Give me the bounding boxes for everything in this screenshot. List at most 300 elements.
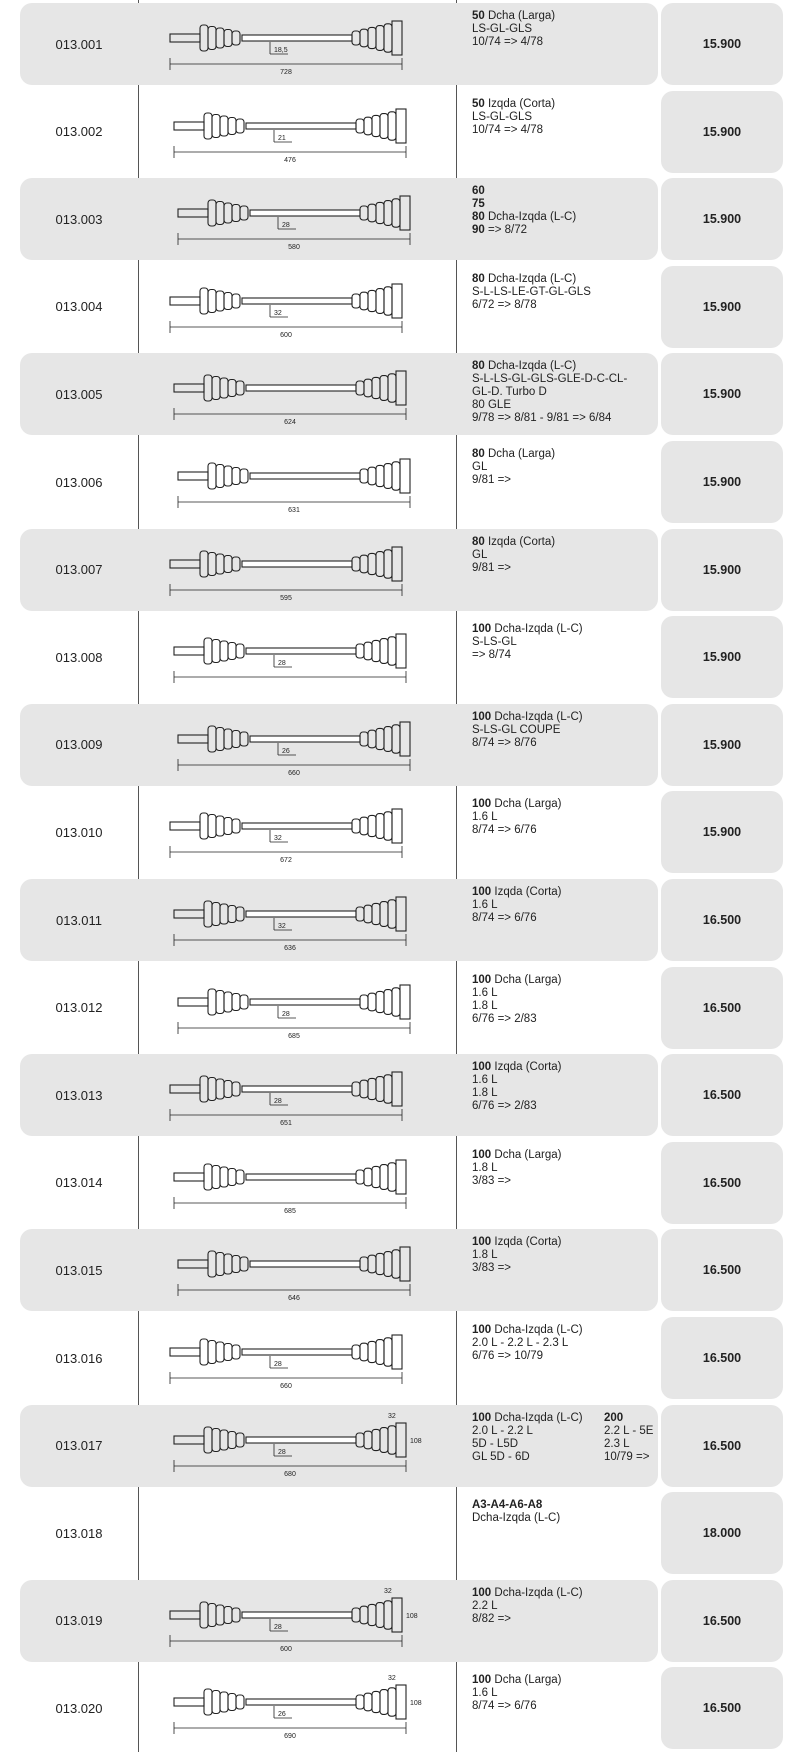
main-shaft: [242, 823, 352, 829]
flange-label: 32: [384, 1587, 392, 1595]
part-description: [472, 185, 662, 237]
desc-line: [472, 1687, 662, 1700]
inner-boot: [200, 551, 240, 577]
outer-boot: [352, 812, 392, 840]
driveshaft-drawing: [170, 1072, 402, 1121]
part-description: [472, 623, 662, 662]
desc-line: [472, 649, 662, 662]
outer-boot: [352, 1075, 392, 1103]
inner-boot: [204, 113, 244, 139]
desc-line: [472, 10, 662, 23]
part-code: 013.018: [55, 1525, 103, 1541]
desc-text: GL 5D - 6D: [472, 1450, 530, 1463]
model-number: 50: [472, 97, 485, 110]
desc-line: [472, 185, 662, 198]
part-drawing: [150, 617, 450, 697]
height-label: 108: [410, 1700, 422, 1708]
desc-text: 9/78 => 8/81 - 9/81 => 6/84: [472, 412, 612, 425]
desc-line: [604, 1425, 653, 1438]
outer-boot: [356, 1163, 396, 1191]
driveshaft-drawing: [178, 985, 410, 1034]
length-label: 680: [284, 1470, 296, 1478]
part-drawing: [150, 530, 450, 610]
length-label: 580: [288, 244, 300, 252]
desc-text: 1.8 L: [472, 1249, 498, 1262]
outer-joint: [400, 985, 410, 1019]
stub-shaft: [170, 560, 200, 568]
desc-text: Dcha-Izqda (L-C): [491, 710, 583, 723]
part-description: [472, 1412, 662, 1464]
desc-line: [472, 1249, 662, 1262]
part-code: 013.015: [55, 1262, 103, 1278]
model-number: 100: [472, 1674, 492, 1687]
part-code: 013.007: [55, 562, 103, 578]
part-drawing: [150, 179, 450, 259]
part-description-col2: [604, 1412, 653, 1464]
main-shaft: [246, 648, 356, 654]
desc-text: 6/76 => 2/83: [472, 1100, 537, 1113]
desc-line: [472, 211, 662, 224]
desc-text: Dcha-Izqda (L-C): [491, 1411, 583, 1424]
desc-text: 5D - L5D: [472, 1437, 519, 1450]
part-code: 013.006: [55, 474, 103, 490]
part-price: 15.900: [702, 37, 742, 51]
driveshaft-drawing: [174, 1685, 406, 1734]
part-description: [472, 360, 662, 425]
part-row: [0, 701, 799, 789]
desc-line: [472, 711, 662, 724]
model-number: 100: [472, 1411, 492, 1424]
diameter-label: 32: [278, 923, 286, 930]
part-drawing: [150, 1230, 450, 1310]
diameter-label: 32: [274, 835, 282, 843]
desc-line: [472, 636, 662, 649]
inner-boot: [208, 463, 248, 489]
part-description: [472, 798, 662, 837]
desc-line: [472, 461, 662, 474]
desc-line: [472, 98, 662, 111]
main-shaft: [242, 561, 352, 567]
length-label: 660: [280, 1383, 292, 1390]
desc-line: [472, 386, 662, 399]
outer-boot: [360, 1250, 400, 1278]
desc-text: 2.2 L - 5E: [604, 1424, 654, 1437]
desc-line: [472, 286, 662, 299]
outer-joint: [400, 1247, 410, 1281]
model-number: 60: [472, 185, 485, 198]
part-code: 013.012: [55, 1000, 103, 1016]
desc-text: 6/76 => 2/83: [472, 1012, 537, 1025]
model-number: 200: [604, 1411, 624, 1424]
outer-joint: [396, 634, 406, 668]
desc-line: [472, 811, 662, 824]
desc-text: Dcha (Larga): [491, 798, 562, 811]
inner-boot: [204, 1427, 244, 1453]
model-number: 50: [472, 10, 485, 22]
diameter-label: 28: [274, 1361, 282, 1368]
part-description: [472, 98, 662, 137]
part-drawing: [150, 705, 450, 785]
stub-shaft: [174, 1173, 204, 1181]
part-code: 013.010: [55, 824, 103, 840]
diameter-label: 28: [274, 1098, 282, 1106]
outer-boot: [356, 111, 396, 139]
desc-line: [472, 1061, 662, 1074]
outer-boot: [356, 1425, 396, 1453]
stub-shaft: [178, 1260, 208, 1268]
desc-text: 10/79 =>: [604, 1450, 650, 1463]
main-shaft: [242, 1612, 352, 1618]
part-description: [472, 448, 662, 487]
model-number: 100: [472, 1236, 492, 1249]
diameter-label: 28: [278, 1448, 286, 1456]
outer-joint: [396, 1685, 406, 1719]
part-price: 16.500: [702, 1438, 742, 1453]
desc-text: 80 GLE: [472, 399, 511, 412]
part-price: 15.900: [702, 737, 742, 752]
desc-text: S-L-LS-LE-GT-GL-GLS: [472, 285, 591, 298]
desc-text: Dcha-Izqda (L-C): [491, 1324, 583, 1336]
model-number: 80: [472, 535, 485, 548]
part-row: [0, 1402, 799, 1490]
part-row: [0, 964, 799, 1052]
main-shaft: [250, 999, 360, 1005]
driveshaft-drawing: [178, 1247, 410, 1296]
main-shaft: [246, 911, 356, 917]
part-row: [0, 350, 799, 438]
desc-text: 8/74 => 6/76: [472, 1700, 537, 1713]
desc-line: [472, 536, 662, 549]
stub-shaft: [170, 34, 200, 42]
part-description: [472, 711, 662, 750]
model-number: 100: [472, 1148, 492, 1161]
part-description: [472, 1674, 662, 1713]
part-row: [0, 876, 799, 964]
part-price: 15.900: [702, 212, 742, 227]
desc-line: [472, 448, 662, 461]
desc-text: Dcha (Larga): [491, 1674, 562, 1687]
desc-line: [472, 549, 662, 562]
model-number: 80: [472, 448, 485, 460]
outer-boot: [352, 1338, 392, 1366]
desc-text: 3/83 =>: [472, 1262, 512, 1275]
desc-text: Izqda (Corta): [491, 886, 562, 898]
desc-line: [472, 412, 662, 425]
main-shaft: [250, 736, 360, 742]
stub-shaft: [170, 1611, 200, 1619]
driveshaft-drawing: [174, 371, 406, 420]
desc-text: 2.0 L - 2.2 L - 2.3 L: [472, 1337, 569, 1349]
desc-line: [472, 198, 662, 211]
diameter-label: 28: [278, 660, 286, 668]
height-label: 108: [410, 1437, 422, 1445]
part-drawing: [150, 1318, 450, 1398]
main-shaft: [242, 35, 352, 41]
desc-line: [472, 1013, 662, 1026]
desc-line: [472, 899, 662, 912]
part-row: [0, 263, 799, 351]
desc-line: [472, 724, 662, 737]
desc-line: [472, 1162, 662, 1175]
inner-boot: [200, 25, 240, 51]
desc-line: [604, 1451, 653, 1464]
part-code: 013.005: [55, 386, 103, 402]
desc-line: [472, 111, 662, 124]
desc-text: Izqda (Corta): [484, 535, 556, 548]
length-label: 476: [284, 156, 296, 164]
main-shaft: [250, 210, 360, 216]
part-drawing: [150, 792, 450, 872]
part-price: 16.500: [702, 1613, 742, 1628]
desc-text: Dcha (Larga): [484, 10, 556, 22]
diameter-label: 28: [274, 1623, 282, 1631]
inner-boot: [200, 1076, 240, 1102]
desc-text: Dcha-Izqda (L-C): [491, 623, 583, 636]
stub-shaft: [174, 384, 204, 392]
part-price: 16.500: [702, 913, 742, 927]
desc-line: [472, 399, 662, 412]
desc-line: [472, 623, 662, 636]
stub-shaft: [170, 822, 200, 830]
desc-text: 9/81 =>: [472, 474, 512, 486]
desc-text: 8/74 => 6/76: [472, 912, 537, 924]
outer-boot: [360, 725, 400, 753]
diameter-label: 26: [282, 747, 290, 755]
desc-text: 1.8 L: [472, 1161, 498, 1174]
part-price: 15.900: [702, 299, 742, 314]
inner-boot: [204, 1689, 244, 1715]
desc-line: [472, 1175, 662, 1188]
part-description: [472, 1499, 662, 1525]
desc-line: [472, 23, 662, 36]
model-number: 100: [472, 973, 492, 986]
part-row: [0, 613, 799, 701]
driveshaft-drawing: [178, 722, 410, 771]
inner-boot: [208, 989, 248, 1015]
length-label: 595: [280, 594, 292, 602]
desc-text: Dcha-Izqda (L-C): [484, 360, 577, 373]
outer-joint: [396, 897, 406, 931]
part-price: 15.900: [702, 562, 742, 577]
part-code: 013.004: [55, 299, 103, 315]
part-row: [0, 1664, 799, 1752]
desc-text: 6/76 => 10/79: [472, 1350, 543, 1362]
outer-joint: [392, 547, 402, 581]
desc-text: 2.0 L - 2.2 L: [472, 1424, 533, 1437]
desc-text: S-LS-GL COUPE: [472, 723, 561, 736]
model-number: 80: [472, 360, 485, 373]
inner-boot: [208, 1251, 248, 1277]
inner-boot: [208, 726, 248, 752]
desc-text: 8/74 => 6/76: [472, 824, 537, 837]
stub-shaft: [170, 1085, 200, 1093]
driveshaft-drawing: [170, 21, 402, 70]
model-number: 100: [472, 1324, 492, 1336]
outer-joint: [396, 1423, 406, 1457]
flange-label: 32: [388, 1412, 396, 1420]
outer-joint: [392, 284, 402, 318]
part-code: 013.009: [55, 737, 103, 753]
part-row: [0, 0, 799, 88]
part-drawing: [150, 1668, 450, 1748]
part-price: 16.500: [702, 1701, 742, 1716]
length-label: 636: [284, 945, 296, 952]
part-drawing: [150, 1406, 450, 1486]
part-drawing: [150, 4, 450, 84]
part-price: 16.500: [702, 1175, 742, 1190]
model-number: 75: [472, 198, 485, 211]
desc-line: [472, 1324, 662, 1337]
desc-line: [472, 299, 662, 312]
part-price: 15.900: [702, 124, 742, 139]
main-shaft: [246, 1699, 356, 1705]
length-label: 600: [280, 1645, 292, 1653]
desc-text: 1.6 L: [472, 986, 498, 999]
part-code: 013.017: [55, 1438, 103, 1454]
part-code: 013.008: [55, 649, 103, 665]
driveshaft-drawing: [174, 1423, 406, 1472]
part-row: [0, 788, 799, 876]
main-shaft: [242, 1349, 352, 1355]
part-row: [0, 1489, 799, 1577]
main-shaft: [242, 1086, 352, 1092]
part-price: 15.900: [702, 475, 742, 489]
stub-shaft: [178, 735, 208, 743]
desc-line: [472, 474, 662, 487]
desc-line: [472, 1600, 662, 1613]
outer-joint: [400, 459, 410, 493]
diameter-label: 21: [278, 134, 286, 142]
inner-boot: [200, 288, 240, 314]
inner-boot: [204, 375, 244, 401]
diameter-label: 26: [278, 1711, 286, 1719]
part-price: 16.500: [702, 1263, 742, 1278]
part-description: [472, 1587, 662, 1626]
length-label: 685: [284, 1207, 296, 1215]
desc-line: [472, 273, 662, 286]
part-drawing: [150, 1143, 450, 1223]
outer-joint: [396, 109, 406, 143]
length-label: 728: [280, 69, 292, 76]
desc-line: [472, 987, 662, 1000]
diameter-label: 28: [282, 222, 290, 230]
part-description: [472, 886, 662, 925]
desc-text: LS-GL-GLS: [472, 110, 533, 123]
part-price: 18.000: [702, 1526, 742, 1541]
desc-text: S-LS-GL: [472, 636, 517, 649]
desc-text: 1.8 L: [472, 999, 498, 1012]
desc-text: 3/83 =>: [472, 1174, 512, 1187]
desc-text: 2.3 L: [604, 1437, 630, 1450]
outer-boot: [352, 24, 392, 52]
desc-line: [472, 1350, 662, 1363]
part-description: [472, 1061, 662, 1113]
main-shaft: [246, 1437, 356, 1443]
model-number: 80: [472, 272, 485, 285]
outer-joint: [392, 1072, 402, 1106]
part-description: [472, 1149, 662, 1188]
part-row: [0, 1314, 799, 1402]
desc-line: [472, 1087, 662, 1100]
outer-boot: [356, 637, 396, 665]
stub-shaft: [170, 297, 200, 305]
driveshaft-drawing: [178, 459, 410, 508]
desc-text: 10/74 => 4/78: [472, 36, 543, 48]
part-code: 013.011: [55, 912, 103, 928]
part-code: 013.016: [55, 1350, 103, 1366]
desc-line: [472, 224, 662, 237]
part-description: [472, 10, 662, 49]
part-description: [472, 1324, 662, 1363]
desc-line: [472, 1000, 662, 1013]
part-description: [472, 1236, 662, 1275]
part-drawing: [150, 442, 450, 522]
part-row: [0, 175, 799, 263]
inner-boot: [204, 901, 244, 927]
desc-line: [472, 1499, 662, 1512]
inner-boot: [200, 813, 240, 839]
main-shaft: [246, 385, 356, 391]
driveshaft-drawing: [170, 1335, 402, 1384]
desc-text: GL: [472, 461, 488, 473]
desc-text: 1.6 L: [472, 811, 498, 824]
desc-line: [472, 1236, 662, 1249]
desc-text: LS-GL-GLS: [472, 23, 533, 35]
part-row: [0, 88, 799, 176]
desc-text: 2.2 L: [472, 1599, 498, 1612]
desc-text: 1.6 L: [472, 899, 498, 911]
part-row: [0, 526, 799, 614]
desc-text: Dcha-Izqda (L-C): [491, 1586, 583, 1599]
outer-boot: [360, 987, 400, 1015]
desc-line: [472, 1674, 662, 1687]
desc-line: [472, 1262, 662, 1275]
outer-joint: [392, 21, 402, 55]
outer-boot: [352, 287, 392, 315]
stub-shaft: [178, 209, 208, 217]
outer-boot: [352, 549, 392, 577]
desc-line: [472, 824, 662, 837]
model-number: 80: [472, 211, 485, 224]
desc-line: [472, 1149, 662, 1162]
desc-line: [472, 912, 662, 925]
driveshaft-drawing: [178, 196, 410, 245]
part-code: 013.014: [55, 1175, 103, 1191]
part-price: 16.500: [702, 1351, 742, 1365]
desc-text: Dcha (Larga): [491, 1148, 562, 1161]
stub-shaft: [174, 1436, 204, 1444]
length-label: 646: [288, 1295, 300, 1303]
model-number: 100: [472, 623, 492, 636]
desc-line: [472, 798, 662, 811]
part-description: [472, 536, 662, 575]
desc-text: 10/74 => 4/78: [472, 123, 543, 136]
outer-boot: [356, 1688, 396, 1716]
driveshaft-drawing: [174, 634, 406, 683]
desc-line: [472, 36, 662, 49]
length-label: 685: [288, 1032, 300, 1040]
stub-shaft: [174, 647, 204, 655]
desc-line: [472, 737, 662, 750]
outer-joint: [392, 1598, 402, 1632]
part-description: [472, 273, 662, 312]
driveshaft-drawing: [170, 1598, 402, 1647]
desc-line: [472, 1512, 662, 1525]
stub-shaft: [178, 998, 208, 1006]
inner-boot: [200, 1602, 240, 1628]
part-code: 013.019: [55, 1613, 103, 1629]
part-code: 013.003: [55, 211, 103, 227]
